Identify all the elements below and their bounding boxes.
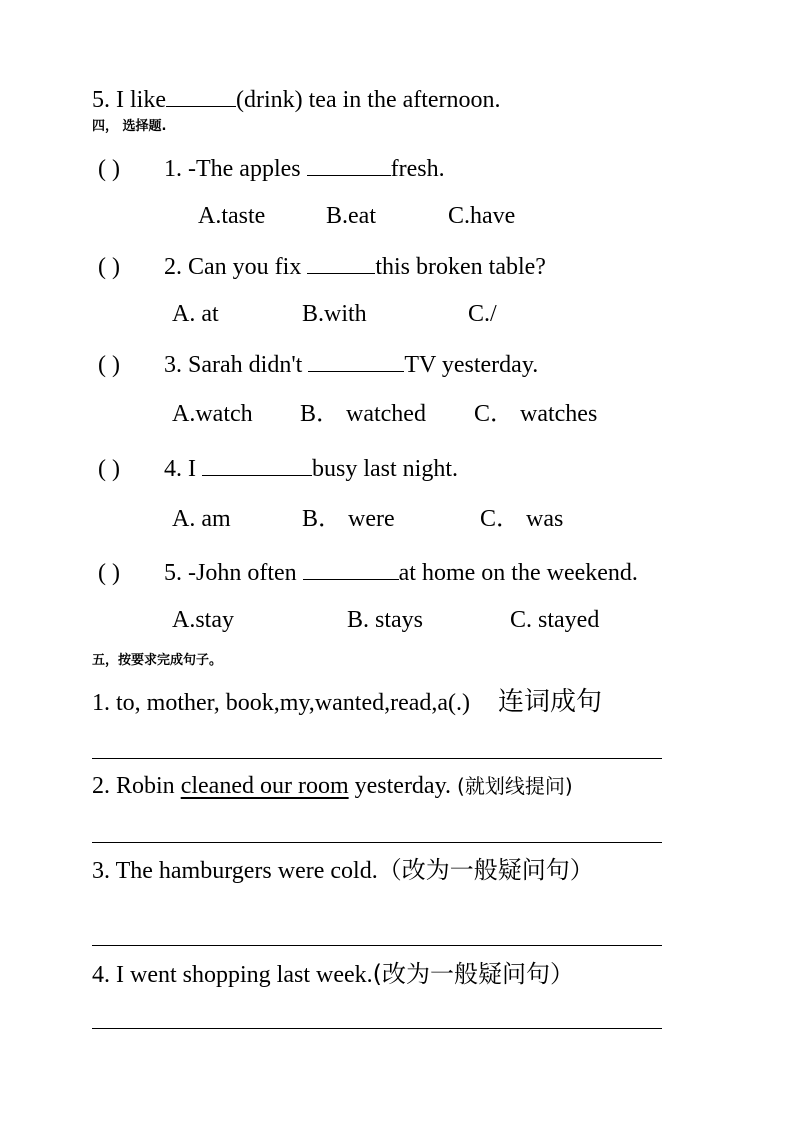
task-3 <box>92 856 594 885</box>
answer-paren[interactable]: ( ) <box>98 560 120 586</box>
answer-paren[interactable]: ( ) <box>98 156 120 182</box>
section-heading: 四， 选择题. <box>92 119 167 134</box>
option-a: A. at <box>172 301 219 327</box>
option-b: B.with <box>302 301 367 327</box>
option-c: C. stayed <box>510 607 600 633</box>
question-number: 5. <box>164 560 182 586</box>
question-text: busy last night. <box>312 456 459 482</box>
answer-line[interactable] <box>92 1028 662 1029</box>
question-text: I <box>188 456 202 482</box>
section-heading: 五，按要求完成句子。 <box>92 653 223 668</box>
option-c: C.have <box>448 203 516 229</box>
task-instruction: (就划线提问) <box>457 774 573 798</box>
question-text: -John often <box>188 560 303 586</box>
question-number: 1. <box>164 156 182 182</box>
task-text: 3. The hamburgers were cold. <box>92 858 378 884</box>
answer-line[interactable] <box>92 758 662 759</box>
task-1 <box>92 688 602 717</box>
answer-blank[interactable] <box>308 349 404 372</box>
question-3 <box>98 349 538 379</box>
task-instruction: (改为一般疑问句） <box>372 960 574 988</box>
task-text: 2. Robin <box>92 773 181 799</box>
option-c: C． watches <box>474 401 598 427</box>
option-b: B. stays <box>347 607 424 633</box>
answer-paren[interactable]: ( ) <box>98 456 120 482</box>
question-1 <box>98 153 445 183</box>
underlined-phrase: cleaned our room <box>180 773 349 799</box>
task-text: 1. to, mother, book,my,wanted,read,a(.) <box>92 690 471 716</box>
option-a: A.watch <box>172 401 253 427</box>
option-a: A. am <box>172 506 231 532</box>
question-text: fresh. <box>390 156 445 182</box>
question-5 <box>98 557 638 587</box>
task-2 <box>92 772 573 800</box>
question-number: 2. <box>164 254 182 280</box>
option-b: B． were <box>302 506 395 532</box>
question-text: TV yesterday. <box>404 352 539 378</box>
task-instruction: （改为一般疑问句） <box>377 856 594 884</box>
question-text: this broken table? <box>375 254 546 280</box>
question-text: Sarah didn't <box>188 352 309 378</box>
answer-paren[interactable]: ( ) <box>98 352 120 378</box>
sentence-text: (drink) tea in the afternoon. <box>235 87 501 113</box>
answer-line[interactable] <box>92 945 662 946</box>
task-text: 4. I went shopping last week. <box>92 962 373 988</box>
question-number: 3. <box>164 352 182 378</box>
option-b: B.eat <box>326 203 376 229</box>
option-c: C./ <box>468 301 497 327</box>
answer-paren[interactable]: ( ) <box>98 254 120 280</box>
sentence-5 <box>92 84 501 114</box>
answer-blank[interactable] <box>303 557 399 580</box>
question-text: Can you fix <box>188 254 308 280</box>
answer-blank[interactable] <box>307 251 375 274</box>
question-text: -The apples <box>188 156 307 182</box>
sentence-number: 5. <box>92 87 110 113</box>
option-b: B． watched <box>300 401 426 427</box>
question-number: 4. <box>164 456 182 482</box>
question-text: at home on the weekend. <box>398 560 638 586</box>
option-a: A.taste <box>198 203 266 229</box>
sentence-text: I like <box>116 87 166 113</box>
task-text: yesterday. <box>348 773 452 799</box>
option-c: C． was <box>480 506 564 532</box>
answer-blank[interactable] <box>307 153 391 176</box>
answer-blank[interactable] <box>166 84 236 107</box>
task-4 <box>92 960 574 989</box>
task-instruction: 连词成句 <box>498 687 603 717</box>
question-4 <box>98 453 458 483</box>
option-a: A.stay <box>172 607 234 633</box>
answer-blank[interactable] <box>202 453 312 476</box>
answer-line[interactable] <box>92 842 662 843</box>
question-2 <box>98 251 546 281</box>
